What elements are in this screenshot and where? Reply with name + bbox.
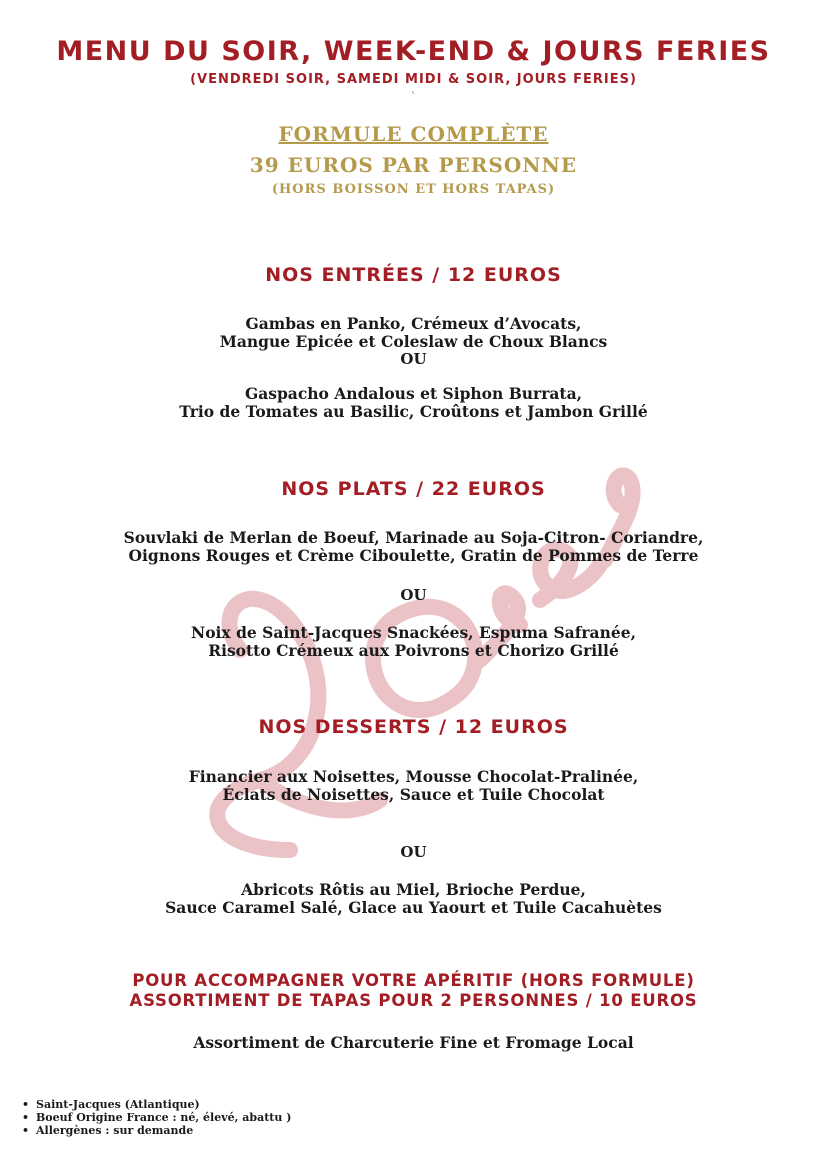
stray-mark: ` xyxy=(411,92,416,103)
footnote-item: • Saint-Jacques (Atlantique) xyxy=(22,1098,291,1111)
aperitif-heading xyxy=(0,971,827,1011)
dish-line: Financier aux Noisettes, Mousse Chocolat-Pralinée, xyxy=(188,767,639,786)
dish-dessert-2 xyxy=(0,881,827,917)
section-heading-entrees: NOS ENTRÉES / 12 EUROS xyxy=(265,264,562,286)
aperitif-line: POUR ACCOMPAGNER VOTRE APÉRITIF (HORS FORMULE) xyxy=(132,971,695,990)
dish-line: Oignons Rouges et Crème Ciboulette, Gratin de Pommes de Terre xyxy=(128,546,699,565)
formule-note: (HORS BOISSON ET HORS TAPAS) xyxy=(271,182,556,197)
dish-plat-2 xyxy=(0,624,827,660)
or-separator: OU xyxy=(400,843,427,861)
dish-line: Abricots Rôtis au Miel, Brioche Perdue, xyxy=(241,880,586,899)
or-separator: OU xyxy=(400,350,427,368)
dish-entree-2 xyxy=(0,385,827,421)
menu-subtitle: (VENDREDI SOIR, SAMEDI MIDI & SOIR, JOURS FERIES) xyxy=(190,72,637,87)
footnote-item: • Allergènes : sur demande xyxy=(22,1124,291,1137)
dish-entree-1 xyxy=(0,315,827,351)
footnote-item: • Boeuf Origine France : né, élevé, abattu ) xyxy=(22,1111,291,1124)
section-heading-desserts: NOS DESSERTS / 12 EUROS xyxy=(258,716,569,738)
dish-line: Gaspacho Andalous et Siphon Burrata, xyxy=(244,384,583,403)
dish-line: Sauce Caramel Salé, Glace au Yaourt et Tuile Cacahuètes xyxy=(165,898,662,917)
menu-title: MENU DU SOIR, WEEK-END & JOURS FERIES xyxy=(56,36,771,67)
footnotes-list xyxy=(22,1098,291,1137)
dish-line: Noix de Saint-Jacques Snackées, Espuma Safranée, xyxy=(191,623,636,642)
dish-plat-1 xyxy=(0,529,827,565)
dish-line: Éclats de Noisettes, Sauce et Tuile Chocolat xyxy=(222,785,605,804)
dish-dessert-1 xyxy=(0,768,827,804)
dish-line: Mangue Epicée et Coleslaw de Choux Blancs xyxy=(219,332,608,351)
or-separator: OU xyxy=(400,586,427,604)
dish-line: Gambas en Panko, Crémeux d’Avocats, xyxy=(245,314,582,333)
dish-line: Souvlaki de Merlan de Boeuf, Marinade au Soja-Citron- Coriandre, xyxy=(123,528,704,547)
aperitif-line: ASSORTIMENT DE TAPAS POUR 2 PERSONNES / 10 EUROS xyxy=(129,991,698,1010)
formule-title: FORMULE COMPLÈTE xyxy=(278,122,549,146)
dish-line: Risotto Crémeux aux Poivrons et Chorizo Grillé xyxy=(208,641,619,660)
dish-tapas: Assortiment de Charcuterie Fine et Fromage Local xyxy=(193,1033,634,1052)
section-heading-plats: NOS PLATS / 22 EUROS xyxy=(281,478,546,500)
formule-price: 39 EUROS PAR PERSONNE xyxy=(249,153,578,177)
dish-line: Trio de Tomates au Basilic, Croûtons et Jambon Grillé xyxy=(179,402,648,421)
